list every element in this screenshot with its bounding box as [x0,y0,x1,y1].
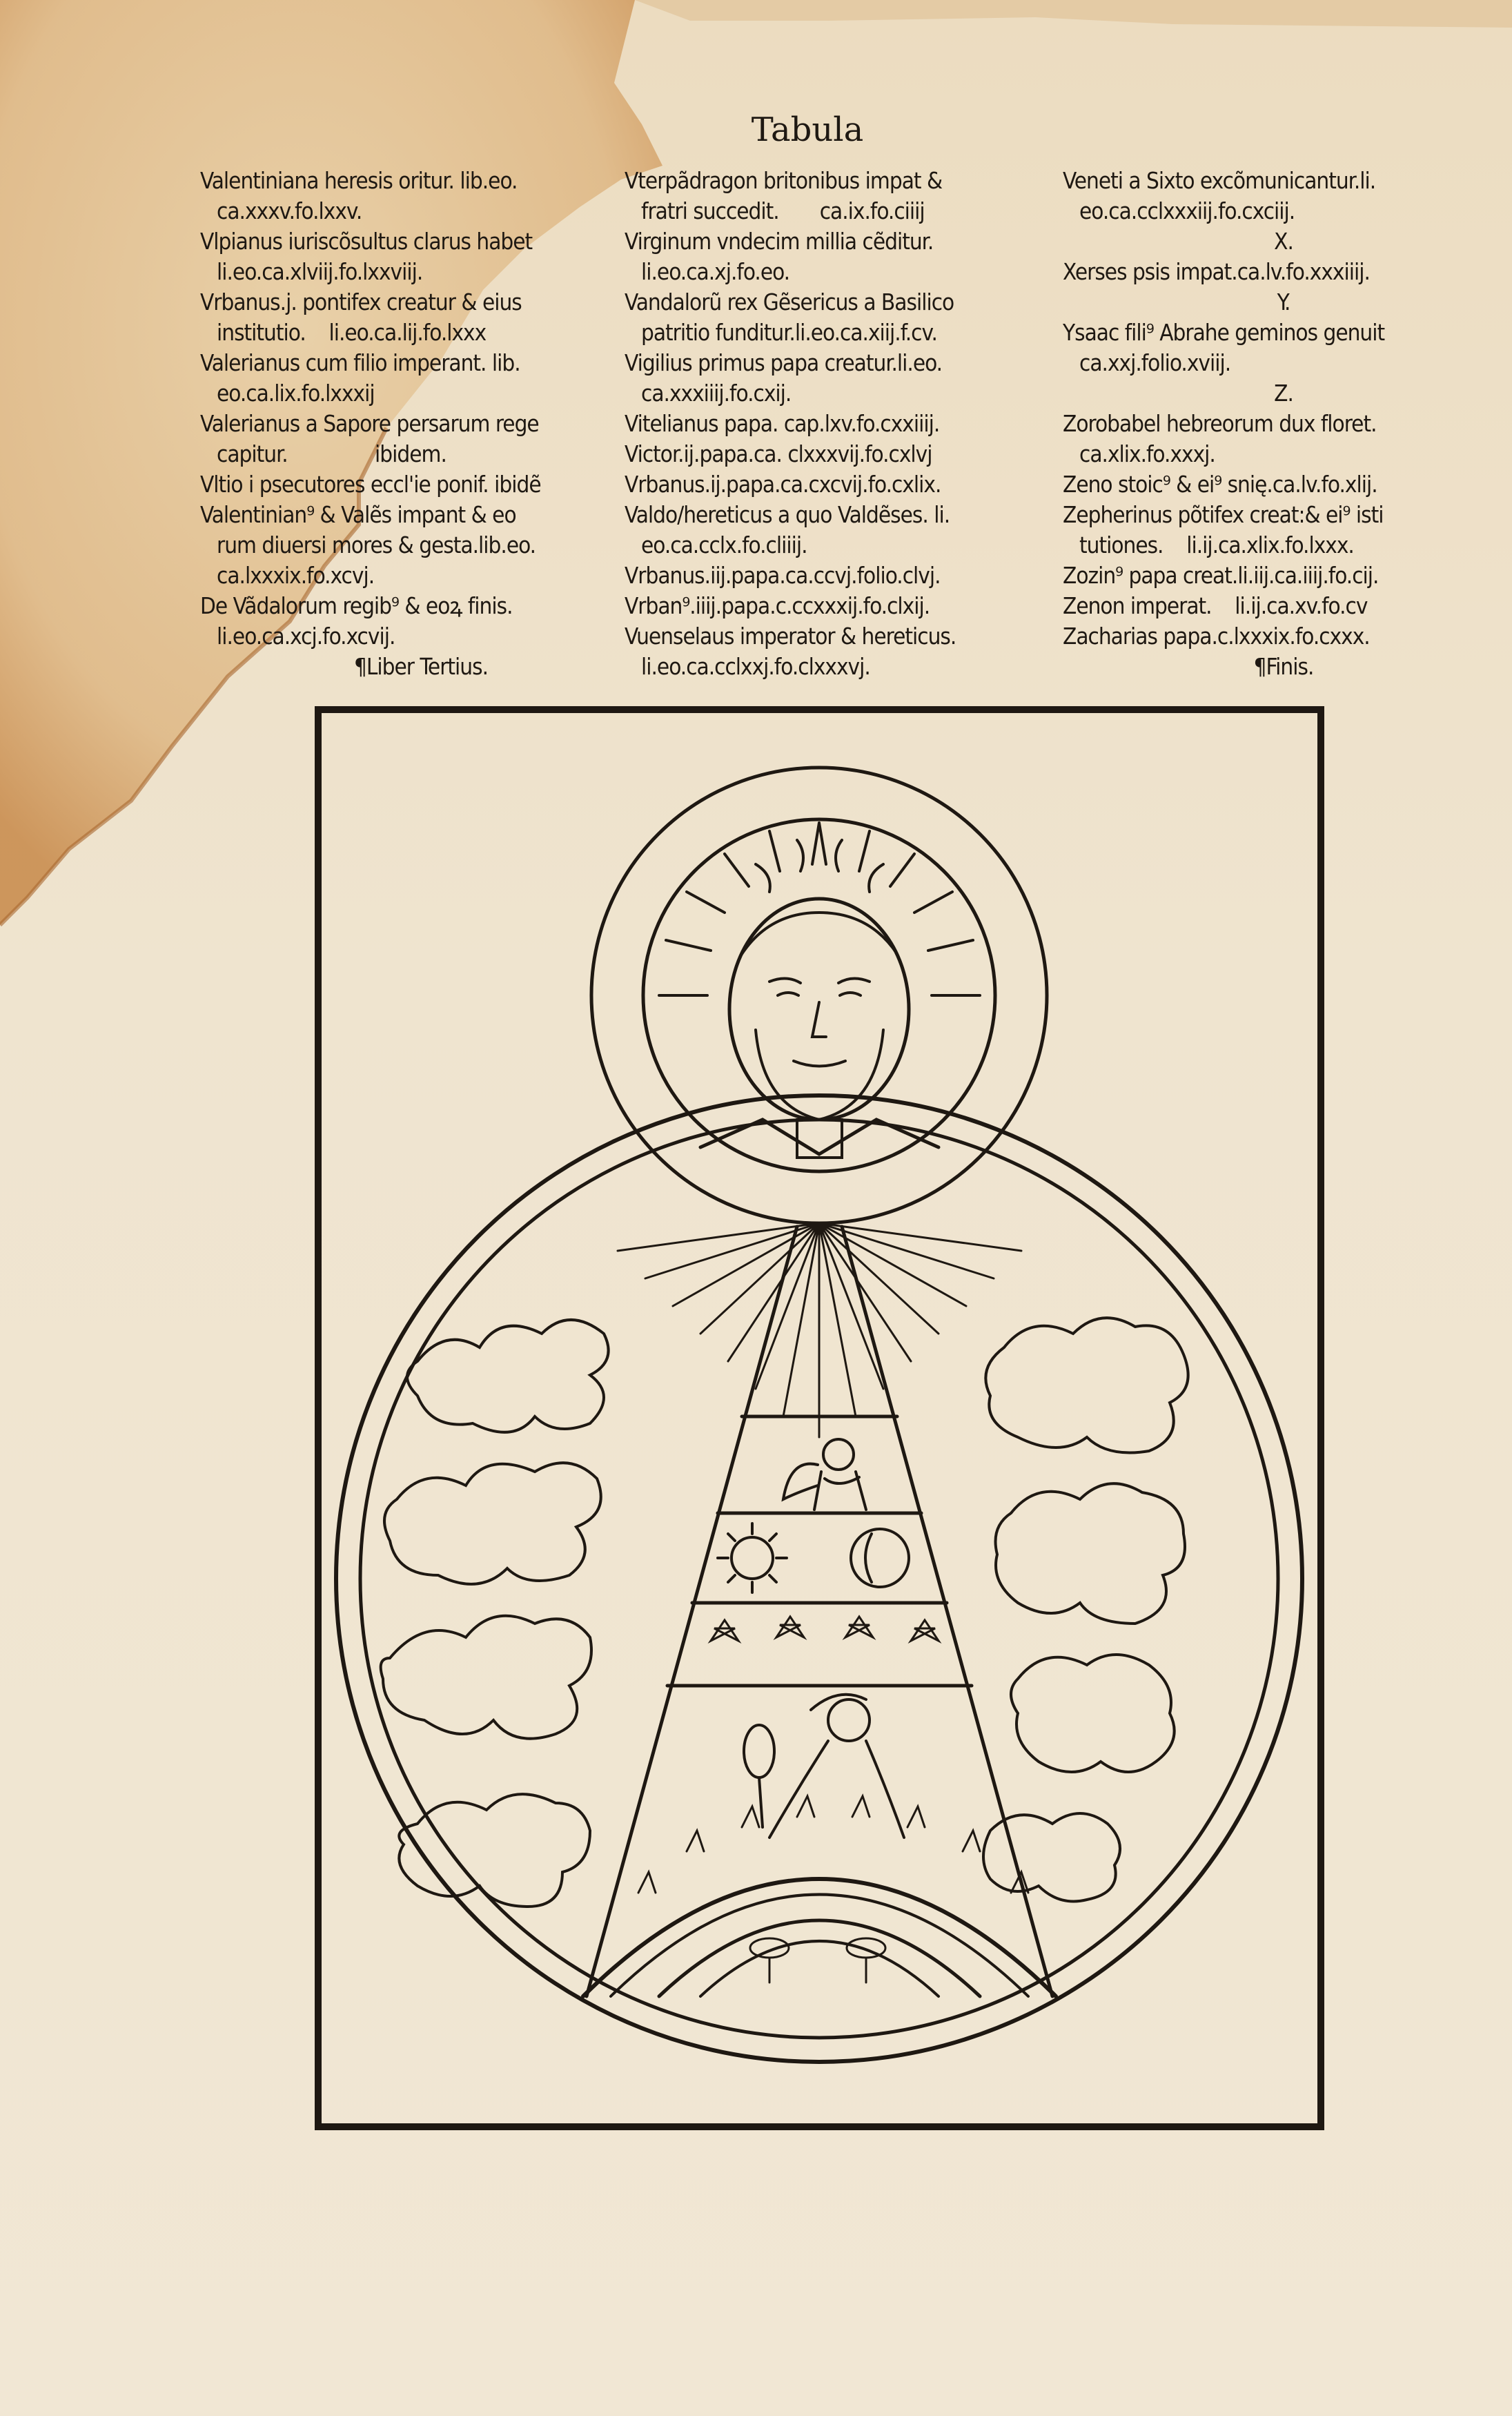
index-entry: li.eo.ca.cclxxj.fo.clxxxvj. [641,653,870,680]
index-entry: Vitelianus papa. cap.lxv.fo.cxxiiij. [625,410,940,437]
index-entry: Ysaac fili⁹ Abrahe geminos genuit [1063,319,1385,346]
index-entry: Zeno stoic⁹ & ei⁹ snię.ca.lv.fo.xlij. [1063,471,1377,498]
index-entry: Vterpãdragon britonibus impat & [625,167,943,194]
page-header-title: Tabula [751,110,864,149]
index-entry: Veneti a Sixto excõmunicantur.li. [1063,167,1376,194]
index-entry: eo.ca.lix.fo.lxxxij [217,380,375,407]
section-heading: ¶Finis. [1253,653,1314,680]
index-entry: Valentinian⁹ & Valẽs impant & eo [200,501,516,528]
index-entry: tutiones. li.ij.ca.xlix.fo.lxxx. [1079,532,1354,558]
index-entry: Vuenselaus imperator & hereticus. [625,623,956,650]
index-entry: Zacharias papa.c.lxxxix.fo.cxxx. [1063,623,1370,650]
index-entry: Vrbanus.j. pontifex creatur & eius [200,289,522,315]
index-entry: eo.ca.cclxxxiij.fo.cxciij. [1079,197,1295,224]
index-entry: ca.lxxxix.fo.xcvj. [217,562,375,589]
index-entry: De Vãdalorum regib⁹ & eoꝝ finis. [200,592,513,619]
index-entry: Vigilius primus papa creatur.li.eo. [625,349,943,376]
index-entry: patritio funditur.li.eo.ca.xiij.f.cv. [641,319,937,346]
index-entry: rum diuersi mores & gesta.lib.eo. [217,532,536,558]
index-column-1 [200,166,642,682]
index-entry: ca.xxj.folio.xviij. [1079,349,1231,376]
index-entry: fratri succedit. ca.ix.fo.ciiij [641,197,925,224]
index-entry: Vrban⁹.iiij.papa.c.ccxxxij.fo.clxij. [625,592,930,619]
index-entry: Vltio i psecutores eccl'ie ponif. ibidẽ [200,471,541,498]
index-entry: eo.ca.cclx.fo.cliiij. [641,532,807,558]
index-entry: Zorobabel hebreorum dux floret. [1063,410,1377,437]
index-entry: li.eo.ca.xcj.fo.xcvij. [217,623,395,650]
index-entry: li.eo.ca.xj.fo.eo. [641,258,790,285]
index-entry: Vrbanus.iij.papa.ca.ccvj.folio.clvj. [625,562,941,589]
index-entry: ca.xlix.fo.xxxj. [1079,440,1215,467]
index-entry: Vlpianus iuriscõsultus clarus habet [200,228,533,255]
index-entry: Vandalorũ rex Gẽsericus a Basilico [625,289,954,315]
index-entry: Zenon imperat. li.ij.ca.xv.fo.cv [1063,592,1368,619]
section-heading: ¶Liber Tertius. [353,653,488,680]
letter-heading: X. [1274,228,1293,255]
index-column-3 [1063,166,1504,682]
index-entry: Xerses psis impat.ca.lv.fo.xxxiiij. [1063,258,1370,285]
index-entry: institutio. li.eo.ca.lij.fo.lxxx [217,319,487,346]
index-entry: Virginum vndecim millia cẽditur. [625,228,934,255]
index-entry: Valerianus a Sapore persarum rege [200,410,539,437]
cosmos-woodcut-illustration [314,705,1325,2131]
index-entry: Valerianus cum filio imperant. lib. [200,349,520,376]
index-entry: Valentiniana heresis oritur. lib.eo. [200,167,518,194]
index-entry: Valdo/hereticus a quo Valdẽses. li. [625,501,950,528]
index-column-2 [625,166,1066,682]
index-entry: ca.xxxv.fo.lxxv. [217,197,362,224]
index-entry: Zepherinus põtifex creat:& ei⁹ isti [1063,501,1384,528]
index-entry: Victor.ij.papa.ca. clxxxvij.fo.cxlvj [625,440,932,467]
letter-heading: Z. [1274,380,1293,407]
index-entry: ca.xxxiiij.fo.cxij. [641,380,792,407]
index-entry: Vrbanus.ij.papa.ca.cxcvij.fo.cxlix. [625,471,941,498]
index-entry: li.eo.ca.xlviij.fo.lxxviij. [217,258,423,285]
index-entry: capitur. ibidem. [217,440,446,467]
index-entry: Zozin⁹ papa creat.li.iij.ca.iiij.fo.cij. [1063,562,1379,589]
letter-heading: Y. [1277,289,1290,315]
